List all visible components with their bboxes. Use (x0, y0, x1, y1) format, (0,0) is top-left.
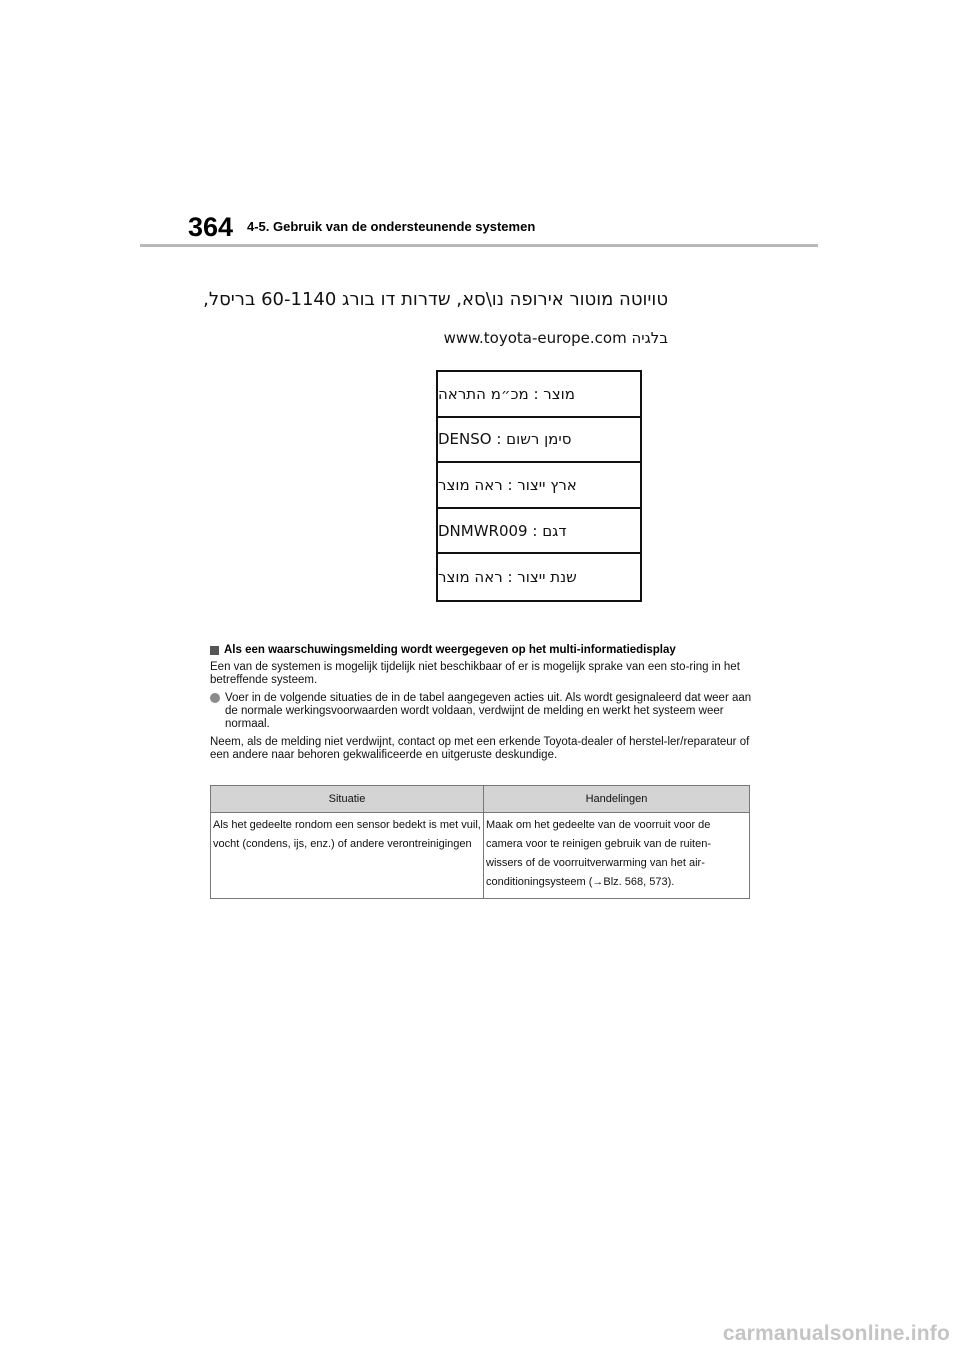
warning-heading-text: Als een waarschuwingsmelding wordt weergegeven op het multi-informatiedisplay (224, 644, 676, 656)
header-handelingen: Handelingen (484, 786, 750, 813)
certificate-row-country: ארץ ייצור : ראה מוצר (438, 463, 640, 509)
certificate-website-line: בלגיה www.toyota-europe.com (443, 329, 668, 347)
table-header-row (211, 786, 750, 813)
bullet-item-text: Voer in de volgende situaties de in de tabel aangegeven acties uit. Als wordt gesignaleerd dat weer aan de normale werkingsvoorwaarden wordt voldaan, verdwijnt de melding en werkt het systeem weer normaal. (225, 692, 752, 730)
header-rule (140, 244, 818, 247)
certificate-row-model: דגם : DNMWR009 (438, 509, 640, 555)
square-bullet-icon (210, 646, 219, 655)
action-cell: Maak om het gedeelte van de voorruit voor de camera voor te reinigen gebruik van de ruiten-wissers of de voorruitverwarming van het air-conditioningsysteem (→Blz. 568, 573). (484, 813, 750, 899)
header-situatie: Situatie (211, 786, 484, 813)
table-row (211, 813, 750, 899)
watermark: carmanualsonline.info (722, 1322, 950, 1345)
page-number: 364 (188, 212, 234, 242)
certificate-row-product: מוצר : מכ״מ התראה (438, 372, 640, 418)
certificate-row-year: שנת ייצור : ראה מוצר (438, 568, 577, 587)
content-body (210, 644, 752, 767)
section-title: 4-5. Gebruik van de ondersteunende systemen (247, 219, 536, 234)
dealer-paragraph: Neem, als de melding niet verdwijnt, contact op met een erkende Toyota-dealer of herstel-ler/reparateur of een andere naar behoren gekwalificeerde en uitgeruste deskundige. (210, 736, 750, 761)
situation-table (210, 785, 750, 899)
intro-paragraph: Een van de systemen is mogelijk tijdelijk niet beschikbaar of er is mogelijk sprake van een sto-ring in het betreffende systeem. (210, 661, 740, 686)
certificate-label-table (436, 370, 642, 602)
bullet-item (210, 692, 752, 731)
certificate-address-line: טויוטה מוטור אירופה נו\סא, שדרות דו בורג 60-1140 בריסל, (203, 289, 668, 310)
certificate-row-brand: סימן רשום : DENSO (438, 418, 640, 464)
round-bullet-icon (210, 693, 220, 703)
situation-cell: Als het gedeelte rondom een sensor bedekt is met vuil, vocht (condens, ijs, enz.) of andere verontreinigingen (211, 813, 484, 899)
warning-heading (210, 644, 752, 656)
